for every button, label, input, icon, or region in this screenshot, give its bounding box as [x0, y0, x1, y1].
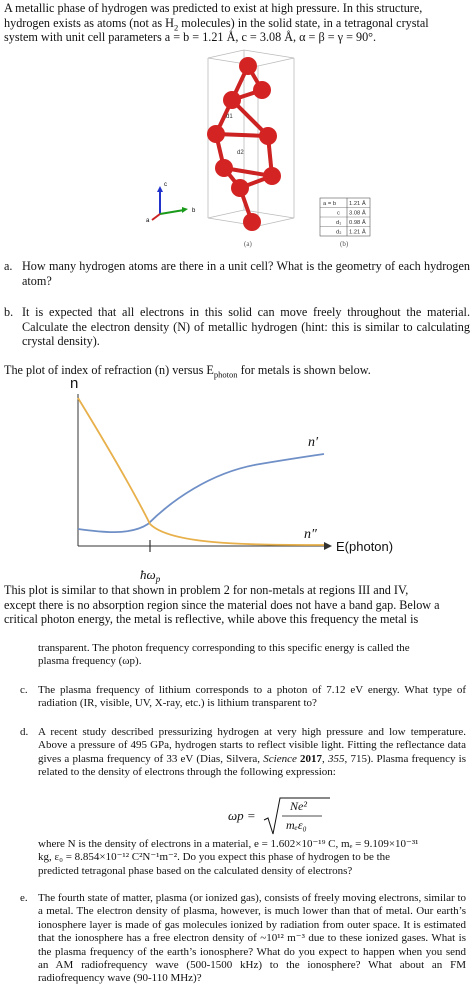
question-d-text2: , 715). Plasma frequency is related to the density of electrons through the following expression: — [38, 752, 467, 779]
plasma-frequency-equation — [228, 796, 348, 836]
intro-line1: A metallic phase of hydrogen was predicted to exist at high pressure. In this structure, — [4, 1, 423, 15]
question-d-after2: kg, ε₀ = 8.854×10⁻¹² C²N⁻¹m⁻². Do you expect this phase of hydrogen to be the — [38, 851, 391, 864]
question-d-continued — [38, 838, 466, 878]
plot-intro-sub: photon — [213, 369, 238, 380]
parameter-table — [320, 198, 370, 236]
question-d-after1: where N is the density of electrons in a material, e = 1.602×10⁻¹⁹ C, mₑ = 9.109×10⁻³¹ — [38, 838, 419, 850]
x-axis-label: E(photon) — [336, 539, 394, 554]
n-double-prime-label: n″ — [304, 527, 317, 542]
para-line2: except there is no absorption region since the material does not have a band gap. Below a — [4, 597, 440, 612]
x-axis-arrow — [324, 542, 332, 550]
crystal-structure-figure — [140, 46, 380, 252]
y-axis-label: n — [70, 375, 79, 392]
continued-line2: plasma frequency (ωp). — [38, 655, 142, 668]
question-d-text1: A recent study described pressurizing hydrogen at very high pressure and low temperature. Above a pressure of 495 GPa, hydrogen starts to reflect visible light. Fitting the reflectance data gives a plasma frequency of 33 eV (Dias, Silvera, — [38, 726, 466, 765]
para-line3: critical photon energy, the metal is reflective, while above this frequency the metal is — [4, 612, 419, 627]
question-d-journal: Science — [263, 752, 297, 765]
question-c — [20, 684, 466, 711]
table-r3-c1: d₁ — [336, 220, 342, 226]
axis-c-label: c — [164, 182, 167, 188]
table-r2-c1: c — [337, 210, 340, 217]
axis-b-label: b — [192, 208, 196, 214]
axis-a-label: a — [146, 218, 150, 224]
plot-intro-before: The plot of index of refraction (n) versus E — [4, 363, 214, 377]
table-r1-c2: 1.21 Å — [349, 201, 366, 207]
continued-paragraph — [38, 642, 466, 669]
question-b — [4, 305, 470, 349]
n-prime-curve — [78, 454, 324, 532]
question-c-text: The plasma frequency of lithium corresponds to a photon of 7.12 eV energy. What type of radiation (IR, visible, UV, X-ray, etc.) is lithium transparent to? — [38, 684, 466, 710]
axes-indicator — [146, 182, 196, 224]
d2-label: d2 — [237, 150, 244, 156]
intro-line2a: hydrogen exists as atoms (not as H — [4, 15, 174, 30]
table-r1-c1: a = b — [323, 201, 337, 207]
plasma-tick-label: $ħ\omega_p$ — [140, 567, 161, 584]
question-d-year: 2017 — [300, 752, 323, 765]
figure-label-b: (b) — [340, 240, 349, 248]
intro-line3: system with unit cell parameters a = b = 1.21 Å, c = 3.08 Å, α = β = γ = 90°. — [4, 30, 377, 45]
table-r3-c2: 0.98 Å — [349, 220, 366, 226]
question-c-label: c. — [20, 684, 28, 696]
figure-label-a: (a) — [244, 240, 252, 248]
question-e-text: The fourth state of matter, plasma (or ionized gas), consists of freely moving electrons, similar to a metal. The electron density of plasma, however, is much lower than that of metal. Our earth’s ionosphere layer is made of gas molecules ionized by radiation from outer space. It is estimated that the ionosphere has a free electron density of ~10¹² m⁻³ due to these ionized gases. What is the plasma frequency of the earth’s ionosphere? What do you expect to happen when you send an AM radiofrequency wave (500-1500 kHz) to the ionosphere? What about an FM radiofrequency wave (90-110 MHz)? — [38, 892, 466, 985]
question-b-text: It is expected that all electrons in this solid can move freely throughout the material. Calculate the electron density (N) of metallic hydrogen (hint: this is similar to calculating crystal density). — [22, 305, 470, 349]
d1-label: d1 — [226, 114, 233, 120]
question-d-after3: predicted tetragonal phase based on the calculated density of electrons? — [38, 864, 353, 877]
question-d-label: d. — [20, 726, 29, 738]
continued-line1: transparent. The photon frequency corresponding to this specific energy is called the — [38, 642, 410, 654]
para-line1: This plot is similar to that shown in problem 2 for non-metals at regions III and IV, — [4, 583, 409, 597]
n-prime-label: n′ — [308, 435, 319, 450]
question-b-label: b. — [4, 305, 14, 319]
intro-h2-subscript: 2 — [173, 22, 179, 33]
intro-paragraph — [4, 1, 470, 45]
n-double-prime-curve — [78, 398, 324, 545]
question-a-label: a. — [4, 259, 13, 273]
question-a-text: How many hydrogen atoms are there in a unit cell? What is the geometry of each hydrogen atom? — [22, 259, 470, 288]
intro-line2b: molecules) in the solid state, in a tetragonal crystal — [178, 15, 429, 30]
equation-lhs: ωp = — [228, 808, 256, 823]
question-e-label: e. — [20, 892, 28, 904]
table-r4-c1: d₂ — [336, 229, 342, 236]
equation-numerator: Ne² — [290, 799, 307, 813]
question-d-volume: 355 — [328, 752, 345, 765]
question-a — [4, 259, 470, 288]
plot-intro-after: for metals is shown below. — [237, 363, 371, 377]
question-e — [20, 892, 466, 986]
table-r2-c2: 3.08 Å — [349, 210, 366, 217]
refraction-plot — [60, 374, 440, 584]
paragraph-after-plot — [4, 583, 470, 627]
table-r4-c2: 1.21 Å — [349, 229, 366, 236]
equation-denominator: mₑε₀ — [286, 818, 307, 832]
question-d: d. A recent study described pressurizing hydrogen at very high pressure and low temperature. Above a pressure of 495 GPa, hydrogen starts to reflect visible light. Fitting the reflectance data gives a plasma frequency of 33 eV (Dias, Silvera, Science 2017, 355, 715). Plasma frequency is related to the density of electrons through the following expression: — [20, 726, 467, 779]
